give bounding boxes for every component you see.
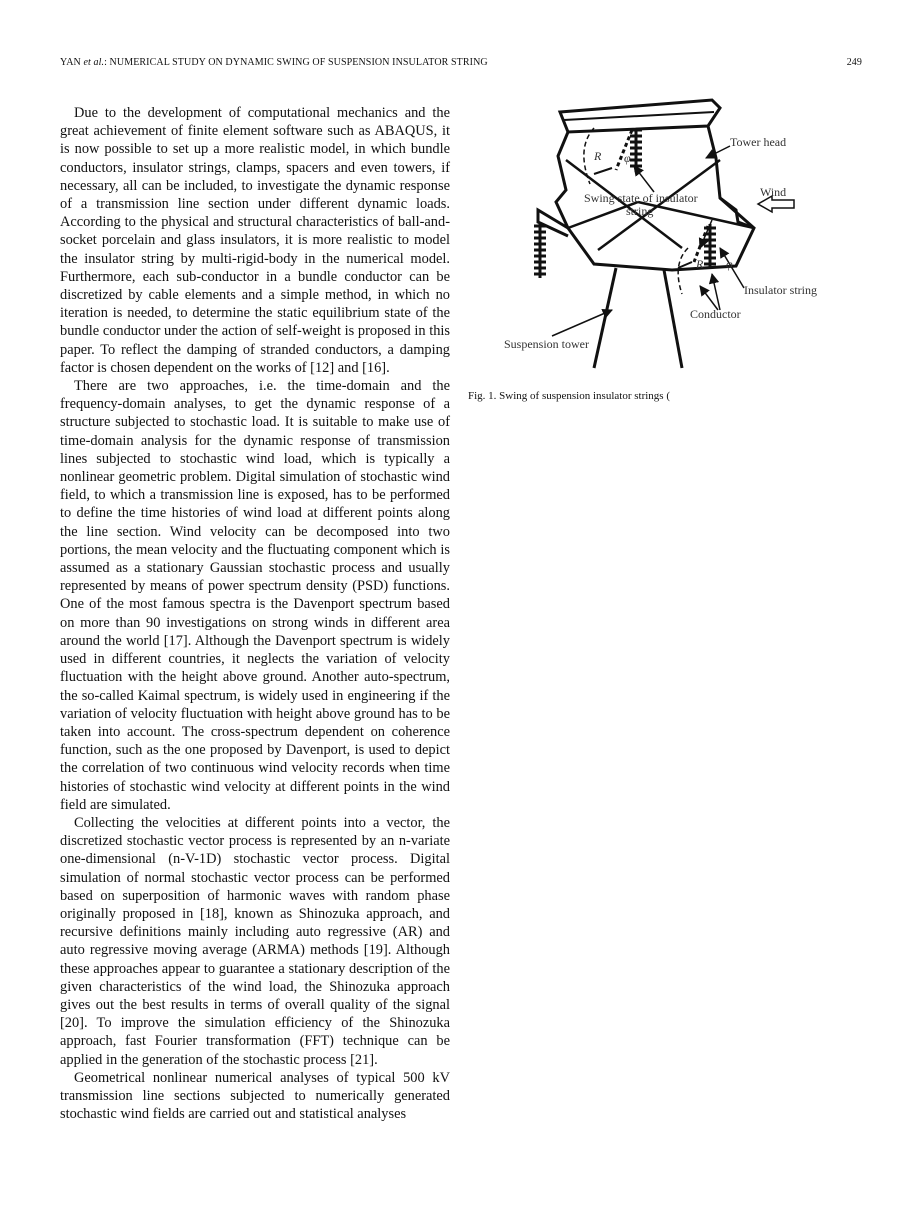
- label-phi-right: φ: [726, 257, 733, 271]
- label-insulator-string: Insulator string: [744, 283, 817, 297]
- paragraph-2: There are two approaches, i.e. the time-domain and the frequency-domain analyses, to get the dynamic response of a structure subjected to stochastic load. It is suitable to make use of time-domain analysis for the dynamic response of transmission lines subjected to stochastic wind load, which is typically a nonlinear geometric problem. Digital simulation of stochastic wind field, to which a transmission line is exposed, has to be performed to define the time histories of wind load at different points along the line section. Wind velocity can be decomposed into two portions, the mean velocity and the fluctuating component which is assumed as a stationary Gaussian stochastic process and usually represented by means of power spectrum density (PSD) functions. One of the most famous spectra is the Davenport spectrum based on more than 90 investigations on strong winds in different area around the world [17]. Although the Davenport spectrum is widely used in different countries, it neglects the variation of velocity fluctuation with the height above ground. Another auto-spectrum, the so-called Kaimal spectrum, is widely used in engineering if the variation of velocity fluctuation with height above ground has to be taken into account. The cross-spectrum dependent on coherence function, such as the one proposed by Davenport, is used to depict the correlation of two continuous wind velocity records when time histories of stochastic wind velocity at different points in the wind field are simulated.: [60, 378, 450, 813]
- label-suspension-tower: Suspension tower: [504, 337, 589, 351]
- running-header: [60, 57, 862, 71]
- label-wind: Wind: [760, 185, 787, 199]
- tower-leg-left: [594, 268, 616, 368]
- tower-diagram: [468, 98, 864, 410]
- running-title: YAN et al.: NUMERICAL STUDY ON DYNAMIC SWING OF SUSPENSION INSULATOR STRING: [60, 57, 488, 68]
- paragraph-3: Collecting the velocities at different points into a vector, the discretized stochastic vector process is represented by an n-variate one-dimensional (n-V-1D) stochastic vector process. Digital simulation of normal stochastic vector process can be performed based on superposition of harmonic waves with random phase originally proposed in [18], known as Shinozuka approach, and recursive definitions mainly including auto regressive (AR) and auto regressive moving average (ARMA) methods [19]. Although these approaches appear to guarantee a stationary description of the given characteristics of the wind load, the Shinozuka approach gives out the best results in terms of overall quality of the signal [20]. To improve the simulation efficiency of the Shinozuka approach, fast Fourier transformation (FFT) technique can be applied in the generation of the stochastic process [21].: [60, 814, 450, 1068]
- label-swing-state-2: string: [626, 204, 654, 218]
- page-number: 249: [846, 57, 862, 68]
- label-tower-head: Tower head: [730, 135, 787, 149]
- paragraph-4: Geometrical nonlinear numerical analyses of typical 500 kV transmission line sections subjected to numerically generated stochastic wind fields are carried out and statistical analyses: [60, 1069, 450, 1123]
- label-phi-top: φ: [624, 151, 631, 165]
- label-r-right: R: [696, 257, 704, 271]
- label-conductor: Conductor: [690, 307, 741, 321]
- body-text-column: [60, 104, 450, 1123]
- label-swing-state-1: Swing state of insulator: [584, 191, 698, 205]
- label-r-top: R: [594, 149, 602, 163]
- figure-1: [468, 98, 864, 410]
- tower-leg-right: [664, 270, 682, 368]
- running-title-etal: et al.: [83, 57, 105, 68]
- insulator-string-left: [534, 222, 546, 278]
- paragraph-1: Due to the development of computational mechanics and the great achievement of finite element software such as ABAQUS, it is now possible to set up a more realistic model, in which bundle conductors, insulator strings, clamps, spacers and even towers, if necessary, all can be included, to investigate the dynamic response of a transmission line section under different dynamic loads. According to the physical and structural characteristics of ball-and-socket porcelain and glass insulators, it is more realistic to model the insulator string by multi-rigid-body in the numerical model. Furthermore, each sub-conductor in a bundle conductor can be discretized by cable elements and a simple method, in which no iteration is needed, to determine the static equilibrium state of the bundle conductor under the action of self-weight is proposed in this paper. To reflect the damping of stranded conductors, a damping factor is chosen dependent on the works of [12] and [16].: [60, 105, 450, 376]
- insulator-string-top: [630, 128, 642, 172]
- insulator-string-right: [704, 224, 716, 268]
- figure-caption: Fig. 1. Swing of suspension insulator strings (: [468, 390, 670, 402]
